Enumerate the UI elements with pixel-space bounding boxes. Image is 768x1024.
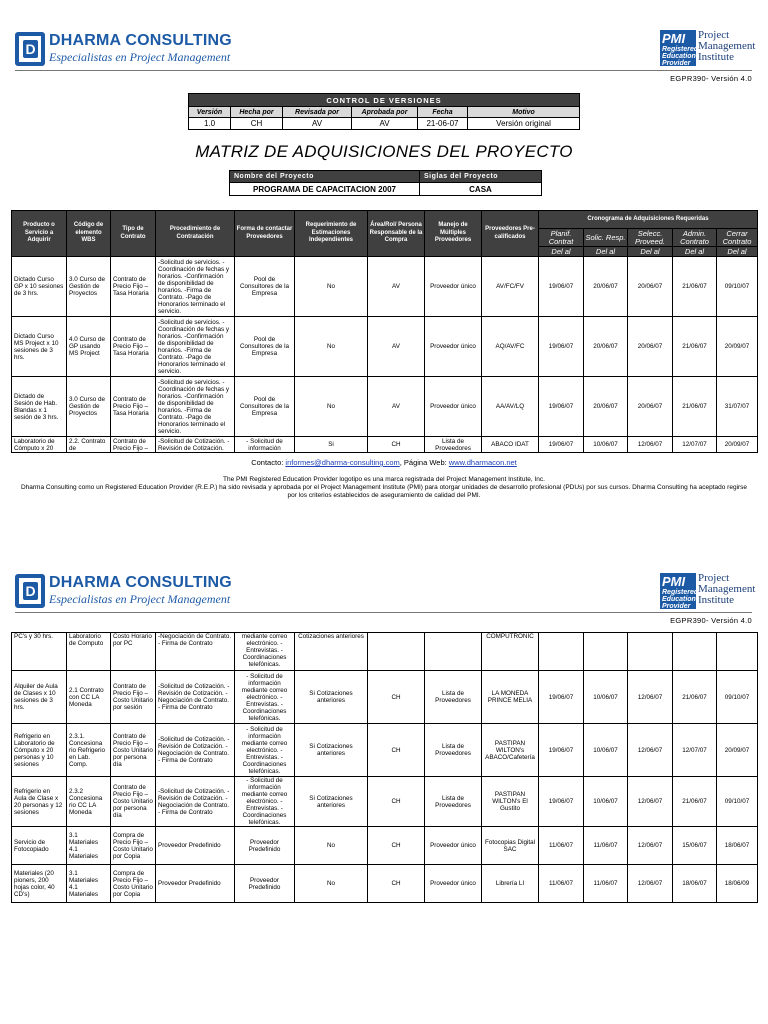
col-date: Fecha <box>418 107 468 118</box>
table-cell: 20/06/07 <box>628 257 673 317</box>
document-title: MATRIZ DE ADQUISICIONES DEL PROYECTO <box>195 142 573 161</box>
brand-tagline: Especialistas en Project Management <box>49 592 231 606</box>
table-cell: Pool de Consultores de la Empresa <box>235 317 295 377</box>
project-name-label: Nombre del Proyecto <box>230 171 420 183</box>
table-cell: 3.1 Materiales 4.1 Materiales <box>67 827 111 865</box>
table-cell: 11/06/07 <box>539 865 584 903</box>
table-cell: 20/06/07 <box>628 377 673 437</box>
reviewed-by-value: AV <box>283 118 352 130</box>
table-cell: 18/06/07 <box>673 865 717 903</box>
document-code: EGPR390- Versión 4.0 <box>670 616 752 625</box>
table-cell: Contrato de Precio Fijo – Tasa Horaria <box>111 317 156 377</box>
phase-cerrar: Cerrar Contrato <box>717 229 758 247</box>
phase-solic: Solic. Resp. <box>584 229 628 247</box>
table-row <box>12 671 758 724</box>
table-cell: Contrato de Precio Fijo – Costo Unitario por persona día <box>111 724 156 777</box>
table-cell: 12/06/07 <box>628 437 673 453</box>
pmi-logo: PMI Registered Education Provider Project Management Institute <box>662 572 756 610</box>
table-cell: CH <box>368 777 425 827</box>
table-cell: Laboratorio de Cómputo x 20 <box>12 437 67 453</box>
table-cell: 12/06/07 <box>628 777 673 827</box>
header-area: Área/Rol/ Persona Responsable de la Compra <box>368 211 425 257</box>
table-row <box>12 827 758 865</box>
table-cell: No <box>295 827 368 865</box>
table-cell: 12/07/07 <box>673 724 717 777</box>
table-cell: 11/06/07 <box>539 827 584 865</box>
table-cell: AV/FC/FV <box>482 257 539 317</box>
rep-approval-note: Dharma Consulting como un Registered Education Provider (R.E.P.) ha sido revisada y aprobada por el Project Management Institute (PMI) para otorgar unidades de desarrollo profesional (PDUs) por sus cursos. Dharma Consulting ha aceptado regirse por los criterios establecidos de aseguramiento de calidad del PMI. <box>20 484 748 499</box>
table-cell: 21/06/07 <box>673 777 717 827</box>
table-cell <box>368 633 425 671</box>
project-table <box>229 170 542 196</box>
dharma-d-icon: D <box>15 32 45 66</box>
header-codigo: Código de elemento WBS <box>67 211 111 257</box>
table-cell: 19/06/07 <box>539 377 584 437</box>
del-al: Del al <box>539 247 584 257</box>
table-cell: PASTIPAN WILTON's El Gustito <box>482 777 539 827</box>
table-cell: 20/06/07 <box>584 377 628 437</box>
table-cell: Fotocopias Digital SAC <box>482 827 539 865</box>
col-reason: Motivo <box>468 107 580 118</box>
version-control-title: CONTROL DE VERSIONES <box>189 94 580 107</box>
table-cell: Costo Horario por PC <box>111 633 156 671</box>
table-cell: 21/06/07 <box>673 257 717 317</box>
table-cell: 21/06/07 <box>673 317 717 377</box>
table-cell: 21/06/07 <box>673 377 717 437</box>
table-cell: 20/06/07 <box>584 317 628 377</box>
table-cell: 2.1 Contrato con CC LA Moneda <box>67 671 111 724</box>
contact-line: Contacto: informes@dharma-consulting.com, Página Web: www.dharmacon.net <box>251 458 517 467</box>
table-cell: 20/09/07 <box>717 724 758 777</box>
table-cell: 10/06/07 <box>584 437 628 453</box>
header-manejo: Manejo de Múltiples Proveedores <box>425 211 482 257</box>
table-cell: Refrigerio en Laboratorio de Cómputo x 20 personas y 10 sesiones <box>12 724 67 777</box>
table-cell: Lista de Proveedores <box>425 724 482 777</box>
table-row <box>12 865 758 903</box>
table-cell: - Solicitud de información mediante correo electrónico. - Entrevistas. -Coordinaciones telefónicas. <box>235 777 295 827</box>
table-cell: 20/09/07 <box>717 437 758 453</box>
web-label: Página Web: <box>403 458 447 467</box>
table-cell: 20/06/07 <box>628 317 673 377</box>
table-cell: AV <box>368 317 425 377</box>
col-approved-by: Aprobada por <box>352 107 418 118</box>
table-cell: Alquiler de Aula de Clases x 10 sesiones de 3 hrs. <box>12 671 67 724</box>
header-tipo: Tipo de Contrato <box>111 211 156 257</box>
table-cell: 31/07/07 <box>717 377 758 437</box>
table-cell: 10/06/07 <box>584 777 628 827</box>
table-cell: Librería LI <box>482 865 539 903</box>
table-cell: Lista de Proveedores <box>425 671 482 724</box>
table-cell: 10/06/07 <box>584 724 628 777</box>
table-cell: 12/06/07 <box>628 671 673 724</box>
table-cell: Contrato de Precio Fijo – Costo Unitario por sesión <box>111 671 156 724</box>
table-row <box>12 377 758 437</box>
header-forma: Forma de contactar Proveedores <box>235 211 295 257</box>
table-cell: 4.0 Curso de GP usando MS Project <box>67 317 111 377</box>
table-cell <box>673 633 717 671</box>
table-cell: 2.3.2 Concesiona rio CC LA Moneda <box>67 777 111 827</box>
table-cell: Dictado Curso MS Project x 10 sesiones de 3 hrs. <box>12 317 67 377</box>
table-cell: Lista de Proveedores <box>425 437 482 453</box>
pmi-logo: PMI Registered Education Provider Project Management Institute <box>662 29 756 67</box>
table-cell: LA MONEDA PRINCE MELIA <box>482 671 539 724</box>
table-row <box>12 724 758 777</box>
table-row <box>12 437 758 453</box>
dharma-logo <box>15 574 232 608</box>
phase-selecc: Selecc. Proveed. <box>628 229 673 247</box>
table-cell: Compra de Precio Fijo – Costo Unitario por Copia <box>111 827 156 865</box>
table-cell: Laboratorio de Computo <box>67 633 111 671</box>
document-code: EGPR390- Versión 4.0 <box>670 74 752 83</box>
table-cell: 3.1 Materiales 4.1 Materiales <box>67 865 111 903</box>
table-cell: 2.2. Contrato de <box>67 437 111 453</box>
table-cell: No <box>295 257 368 317</box>
table-cell: Dictado Curso GP x 10 sesiones de 3 hrs. <box>12 257 67 317</box>
project-acronym: CASA <box>420 183 542 196</box>
table-cell: 20/09/07 <box>717 317 758 377</box>
table-cell: CH <box>368 671 425 724</box>
website-link[interactable]: www.dharmacon.net <box>448 458 517 467</box>
table-cell <box>584 633 628 671</box>
table-cell: -Solicitud de servicios. -Coordinación de fechas y horarios. -Confirmación de disponibilidad de horarios. -Firma de Contrato. -Pago de Honorarios terminado el servicio. <box>156 377 235 437</box>
table-cell: mediante correo electrónico. - Entrevistas. -Coordinaciones telefónicas. <box>235 633 295 671</box>
project-acronym-label: Siglas del Proyecto <box>420 171 542 183</box>
table-cell: 21/06/07 <box>673 671 717 724</box>
table-cell: Si Cotizaciones anteriores <box>295 671 368 724</box>
table-cell: Proveedor único <box>425 827 482 865</box>
table-cell <box>539 633 584 671</box>
table-cell: CH <box>368 865 425 903</box>
table-cell: Contrato de Precio Fijo – Costo Unitario por persona día <box>111 777 156 827</box>
table-cell: 18/06/07 <box>717 827 758 865</box>
table-row <box>12 777 758 827</box>
brand-tagline: Especialistas en Project Management <box>49 50 231 64</box>
table-cell: 3.0 Curso de Gestión de Proyectos <box>67 377 111 437</box>
table-cell: Contrato de Precio Fijo – Tasa Horaria <box>111 377 156 437</box>
dharma-d-icon: D <box>15 574 45 608</box>
header-rule <box>15 70 752 71</box>
date-value: 21-06-07 <box>418 118 468 130</box>
reason-value: Versión original <box>468 118 580 130</box>
table-cell: PC's y 30 hrs. <box>12 633 67 671</box>
table-cell: -Negociación de Contrato. - Firma de Contrato <box>156 633 235 671</box>
table-cell: 19/06/07 <box>539 671 584 724</box>
col-version: Versión <box>189 107 231 118</box>
table-cell: -Solicitud de servicios. -Coordinación de fechas y horarios. -Confirmación de disponibilidad de horarios. -Firma de Contrato. -Pago de Honorarios terminado el servicio. <box>156 257 235 317</box>
phase-admin: Admin. Contrato <box>673 229 717 247</box>
header-requerimiento: Requerimiento de Estimaciones Independientes <box>295 211 368 257</box>
pmi-badge-icon: PMI Registered Education Provider <box>662 574 699 610</box>
table-cell: Refrigerio en Aula de Clase x 20 personas y 12 sesiones <box>12 777 67 827</box>
header-cronograma: Cronograma de Adquisiciones Requeridas <box>539 211 758 229</box>
version-control-table <box>188 93 580 130</box>
table-cell: 2.3.1. Concesiona rio Refrigerio en Lab. Comp. <box>67 724 111 777</box>
table-cell: Cotizaciones anteriores <box>295 633 368 671</box>
header-procedimiento: Procedimiento de Contratación <box>156 211 235 257</box>
table-cell: CH <box>368 724 425 777</box>
del-al: Del al <box>673 247 717 257</box>
table-cell: -Solicitud de servicios. -Coordinación de fechas y horarios. -Confirmación de disponibilidad de horarios. -Firma de Contrato. -Pago de Honorarios terminado el servicio. <box>156 317 235 377</box>
table-cell: Si Cotizaciones anteriores <box>295 724 368 777</box>
table-cell: Proveedor Predefinido <box>235 865 295 903</box>
table-cell: -Solicitud de Cotización. -Revisión de Cotización. -Negociación de Contrato. - Firma de Contrato <box>156 777 235 827</box>
table-cell: 3.0 Curso de Gestión de Proyectos <box>67 257 111 317</box>
table-cell: 09/10/07 <box>717 671 758 724</box>
table-row <box>12 633 758 671</box>
table-cell: 19/06/07 <box>539 724 584 777</box>
table-cell: No <box>295 865 368 903</box>
table-cell: - Solicitud de información mediante correo electrónico. - Entrevistas. -Coordinaciones telefónicas. <box>235 671 295 724</box>
table-cell: -Solicitud de Cotización. -Revisión de Cotización. -Negociación de Contrato. - Firma de Contrato <box>156 671 235 724</box>
table-cell: 18/06/09 <box>717 865 758 903</box>
table-cell: Pool de Consultores de la Empresa <box>235 377 295 437</box>
table-cell: 19/06/07 <box>539 257 584 317</box>
table-cell: Proveedor Predefinido <box>156 827 235 865</box>
project-name: PROGRAMA DE CAPACITACION 2007 <box>230 183 420 196</box>
table-cell: 09/10/07 <box>717 777 758 827</box>
table-cell: 19/06/07 <box>539 317 584 377</box>
table-row <box>12 257 758 317</box>
table-cell: CH <box>368 437 425 453</box>
table-cell: Dictado de Sesión de Hab. Blandas x 1 sesión de 3 hrs. <box>12 377 67 437</box>
acquisitions-matrix-continued <box>11 632 758 903</box>
table-cell <box>717 633 758 671</box>
table-cell: -Solicitud de Cotización. -Revisión de Cotización. <box>156 437 235 453</box>
table-cell: -Solicitud de Cotización. -Revisión de Cotización. -Negociación de Contrato. - Firma de Contrato <box>156 724 235 777</box>
brand-name: DHARMA CONSULTING <box>49 574 232 591</box>
table-cell: 19/06/07 <box>539 777 584 827</box>
dharma-logo <box>15 32 232 66</box>
table-cell: Proveedor Predefinido <box>235 827 295 865</box>
table-cell: Proveedor único <box>425 317 482 377</box>
table-cell: Si Cotizaciones anteriores <box>295 777 368 827</box>
pmi-trademark-note: The PMI Registered Education Provider logotipo es una marca registrada del Project Management Institute, Inc. <box>223 476 545 483</box>
version-value: 1.0 <box>189 118 231 130</box>
header-rule <box>15 612 752 613</box>
table-cell: Si <box>295 437 368 453</box>
table-cell: Pool de Consultores de la Empresa <box>235 257 295 317</box>
table-cell: - Solicitud de información mediante correo electrónico. - Entrevistas. -Coordinaciones telefónicas. <box>235 724 295 777</box>
table-cell: COMPUTRONIC <box>482 633 539 671</box>
table-cell: AV <box>368 377 425 437</box>
table-cell: 09/10/07 <box>717 257 758 317</box>
made-by-value: CH <box>231 118 283 130</box>
table-cell <box>425 633 482 671</box>
brand-name: DHARMA CONSULTING <box>49 32 232 49</box>
table-cell: 19/06/07 <box>539 437 584 453</box>
col-made-by: Hecha por <box>231 107 283 118</box>
table-cell: 20/06/07 <box>584 257 628 317</box>
table-cell: AV <box>368 257 425 317</box>
table-cell: AA/AV/LQ <box>482 377 539 437</box>
contact-email-link[interactable]: informes@dharma-consulting.com <box>285 458 400 467</box>
table-row <box>12 317 758 377</box>
del-al: Del al <box>717 247 758 257</box>
table-cell: 12/07/07 <box>673 437 717 453</box>
phase-planif: Planif. Contrat <box>539 229 584 247</box>
table-cell: AQ/AV/FC <box>482 317 539 377</box>
table-cell: 11/06/07 <box>584 827 628 865</box>
table-cell: Proveedor Predefinido <box>156 865 235 903</box>
header-producto: Producto o Servicio a Adquirir <box>12 211 67 257</box>
header-proveedores: Proveedores Pre-calificados <box>482 211 539 257</box>
table-cell: 15/06/07 <box>673 827 717 865</box>
table-cell: Contrato de Precio Fijo – <box>111 437 156 453</box>
table-cell: Compra de Precio Fijo – Costo Unitario por Copia <box>111 865 156 903</box>
table-cell: 12/06/07 <box>628 865 673 903</box>
table-cell: - Solicitud de información <box>235 437 295 453</box>
approved-by-value: AV <box>352 118 418 130</box>
table-cell: Lista de Proveedores <box>425 777 482 827</box>
table-cell: ABACO IDAT <box>482 437 539 453</box>
acquisitions-matrix <box>11 210 758 453</box>
table-cell: PASTIPAN WILTON's ABACO/Cafetería <box>482 724 539 777</box>
table-cell: No <box>295 377 368 437</box>
table-cell: Contrato de Precio Fijo – Tasa Horaria <box>111 257 156 317</box>
table-cell: 12/06/07 <box>628 827 673 865</box>
table-cell: Servicio de Fotocopiado <box>12 827 67 865</box>
table-cell <box>628 633 673 671</box>
table-cell: 11/06/07 <box>584 865 628 903</box>
table-cell: CH <box>368 827 425 865</box>
table-cell: Materiales (20 pioners, 200 hojas color, 40 CD's) <box>12 865 67 903</box>
contact-label: Contacto: <box>251 458 284 467</box>
table-cell: Proveedor único <box>425 257 482 317</box>
pmi-badge-icon: PMI Registered Education Provider <box>662 31 699 67</box>
table-cell: 12/06/07 <box>628 724 673 777</box>
del-al: Del al <box>584 247 628 257</box>
table-cell: Proveedor único <box>425 865 482 903</box>
col-reviewed-by: Revisada por <box>283 107 352 118</box>
table-cell: No <box>295 317 368 377</box>
table-cell: Proveedor único <box>425 377 482 437</box>
del-al: Del al <box>628 247 673 257</box>
table-cell: 10/06/07 <box>584 671 628 724</box>
